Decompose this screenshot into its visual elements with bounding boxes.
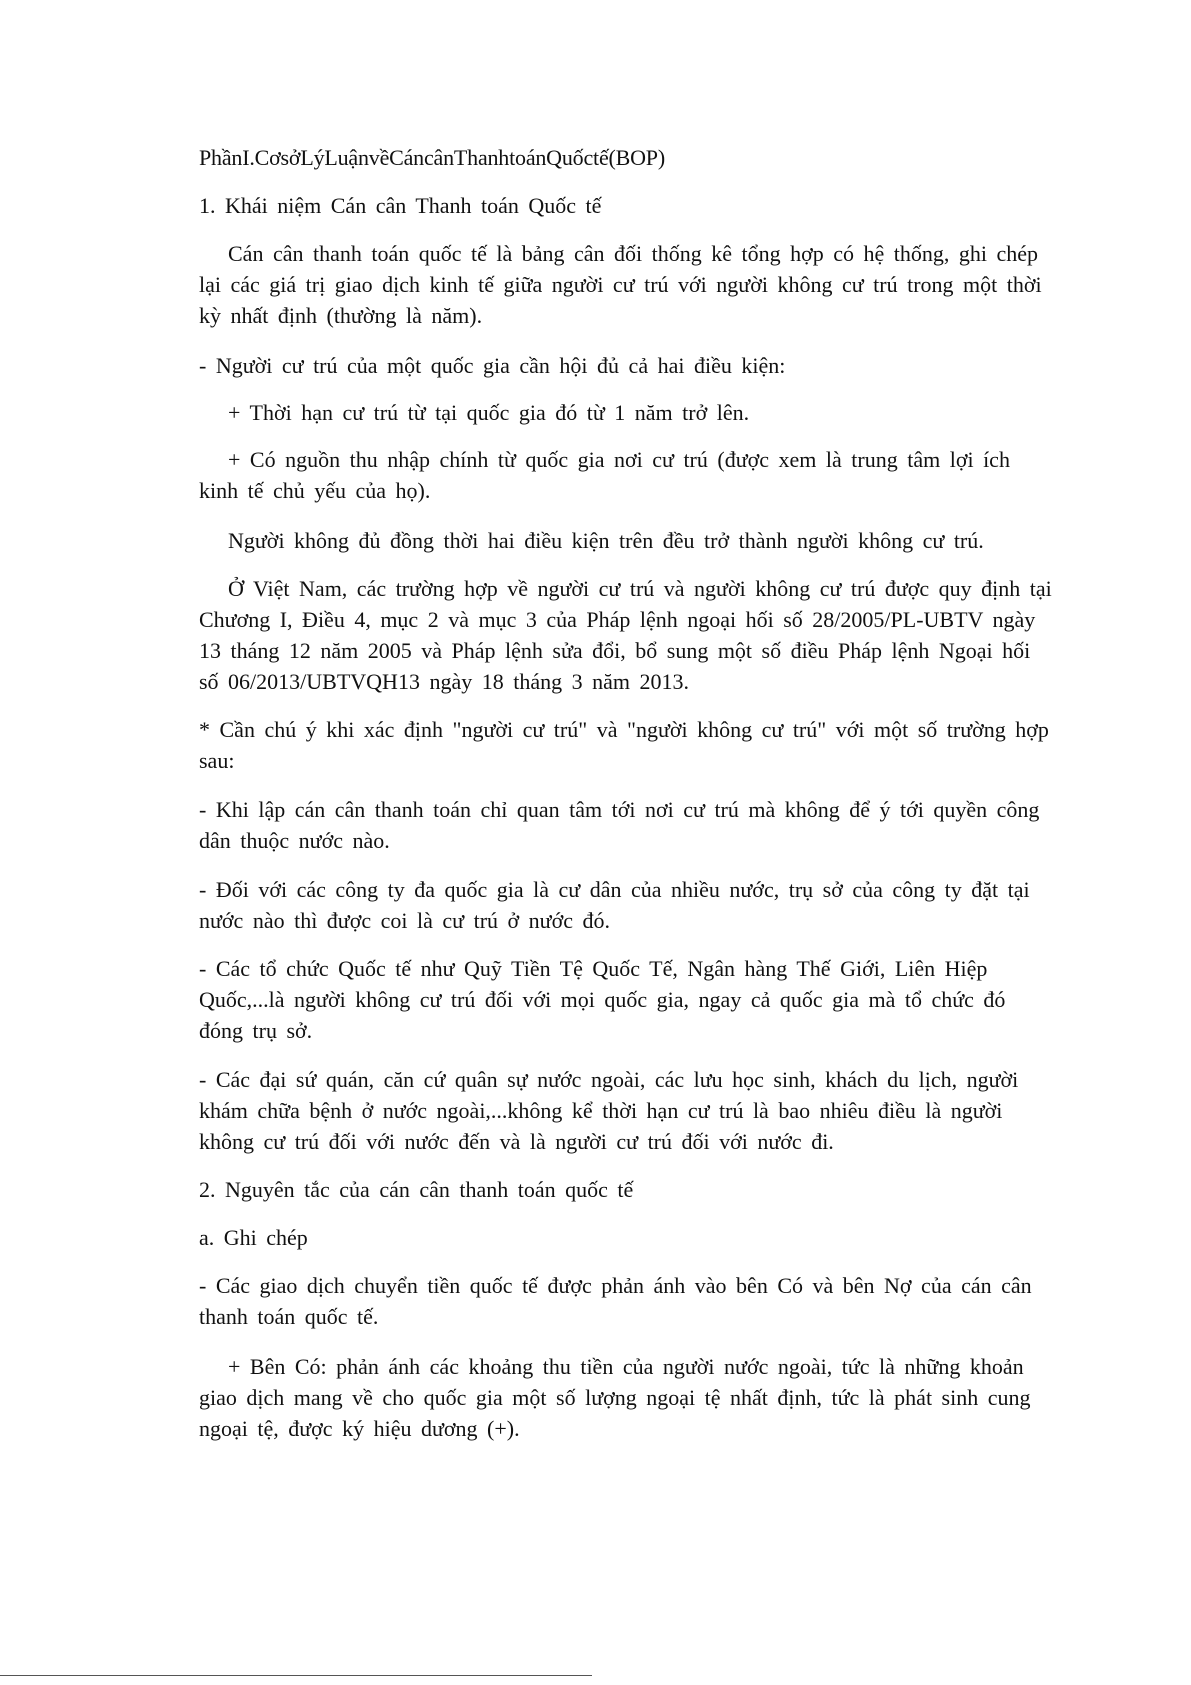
note-line: * Cần chú ý khi xác định "người cư trú" và "người không cư trú" với một số trường hợp (199, 717, 1049, 742)
section-title: PhầnI.CơsởLýLuậnvềCáncânThanhtoánQuốctế(BOP) (199, 145, 665, 170)
paragraph-line: lại các giá trị giao dịch kinh tế giữa người cư trú với người không cư trú trong một thời (199, 272, 1042, 297)
bullet-line: Quốc,...là người không cư trú đối với mọi quốc gia, ngay cả quốc gia mà tổ chức đó (199, 987, 1006, 1012)
bullet-line: khám chữa bệnh ở nước ngoài,...không kể thời hạn cư trú là bao nhiêu điều là người (199, 1098, 1003, 1123)
bullet-line: - Đối với các công ty đa quốc gia là cư dân của nhiều nước, trụ sở của công ty đặt tại (199, 877, 1030, 902)
bullet-line: nước nào thì được coi là cư trú ở nước đó. (199, 908, 610, 933)
paragraph-line: Người không đủ đồng thời hai điều kiện trên đều trở thành người không cư trú. (228, 528, 984, 553)
paragraph-line: Chương I, Điều 4, mục 2 và mục 3 của Pháp lệnh ngoại hối số 28/2005/PL-UBTV ngày (199, 607, 1036, 632)
bullet-line: thanh toán quốc tế. (199, 1304, 379, 1329)
note-line: sau: (199, 748, 235, 773)
paragraph-line: 13 tháng 12 năm 2005 và Pháp lệnh sửa đổi, bổ sung một số điều Pháp lệnh Ngoại hối (199, 638, 1031, 663)
bullet-line: - Các tổ chức Quốc tế như Quỹ Tiền Tệ Quốc Tế, Ngân hàng Thế Giới, Liên Hiệp (199, 956, 988, 981)
bullet-line: đóng trụ sở. (199, 1018, 313, 1043)
bullet-line: ngoại tệ, được ký hiệu dương (+). (199, 1416, 520, 1441)
footer-divider (0, 1675, 592, 1676)
bullet-line: giao dịch mang về cho quốc gia một số lượng ngoại tệ nhất định, tức là phát sinh cung (199, 1385, 1031, 1410)
paragraph-line: Ở Việt Nam, các trường hợp về người cư trú và người không cư trú được quy định tại (228, 576, 1052, 601)
heading-1: 1. Khái niệm Cán cân Thanh toán Quốc tế (199, 193, 602, 218)
paragraph-line: số 06/2013/UBTVQH13 ngày 18 tháng 3 năm 2013. (199, 669, 689, 694)
subheading-a: a. Ghi chép (199, 1225, 308, 1250)
bullet-line: - Các giao dịch chuyển tiền quốc tế được phản ánh vào bên Có và bên Nợ của cán cân (199, 1273, 1032, 1298)
bullet-line: không cư trú đối với nước đến và là người cư trú đối với nước đi. (199, 1129, 834, 1154)
bullet-line: kinh tế chủ yếu của họ). (199, 478, 431, 503)
bullet-line: - Người cư trú của một quốc gia cần hội đủ cả hai điều kiện: (199, 353, 786, 378)
paragraph-line: kỳ nhất định (thường là năm). (199, 303, 483, 328)
paragraph-line: Cán cân thanh toán quốc tế là bảng cân đối thống kê tổng hợp có hệ thống, ghi chép (228, 241, 1039, 266)
bullet-line: + Có nguồn thu nhập chính từ quốc gia nơi cư trú (được xem là trung tâm lợi ích (228, 447, 1010, 472)
bullet-line: + Bên Có: phản ánh các khoảng thu tiền của người nước ngoài, tức là những khoản (228, 1354, 1024, 1379)
bullet-line: dân thuộc nước nào. (199, 828, 390, 853)
bullet-line: - Khi lập cán cân thanh toán chỉ quan tâm tới nơi cư trú mà không để ý tới quyền công (199, 797, 1040, 822)
bullet-line: + Thời hạn cư trú từ tại quốc gia đó từ 1 năm trở lên. (228, 400, 750, 425)
heading-2: 2. Nguyên tắc của cán cân thanh toán quốc tế (199, 1177, 634, 1202)
bullet-line: - Các đại sứ quán, căn cứ quân sự nước ngoài, các lưu học sinh, khách du lịch, người (199, 1067, 1019, 1092)
